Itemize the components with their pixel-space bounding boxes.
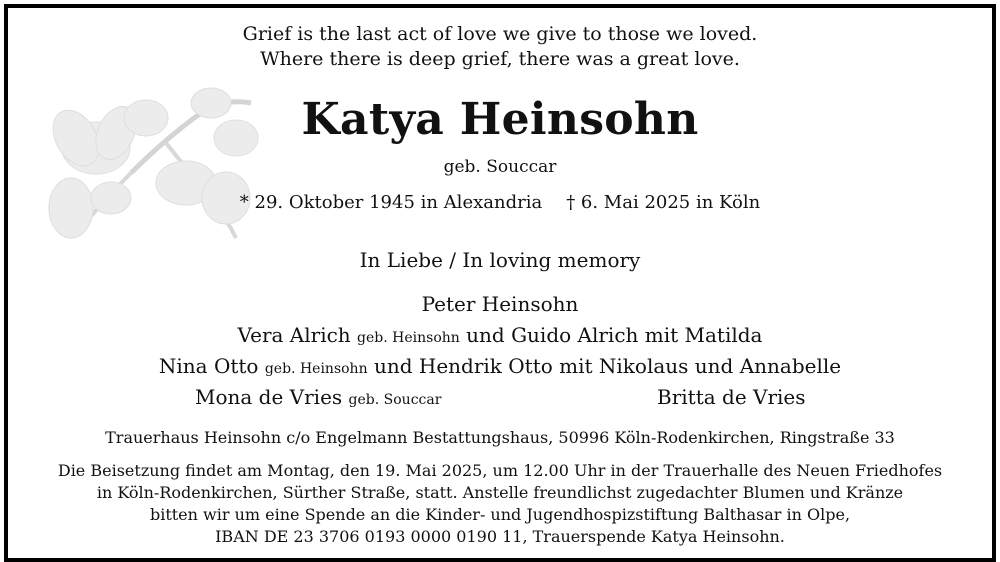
family-member-name: Nina Otto xyxy=(158,354,259,378)
life-dates xyxy=(8,191,992,215)
quote xyxy=(8,22,992,72)
family-row-4-right: Britta de Vries xyxy=(657,385,806,409)
notice-line: in Köln-Rodenkirchen, Sürther Straße, statt. Anstelle freundlichst zugedachter Blumen und Kränze xyxy=(96,483,904,502)
funeral-notice xyxy=(8,460,992,548)
family-member-maiden: geb. Souccar xyxy=(348,392,442,408)
quote-line-1: Grief is the last act of love we give to those we loved. xyxy=(242,23,758,45)
mourning-house-address: Trauerhaus Heinsohn c/o Engelmann Bestattungshaus, 50996 Köln-Rodenkirchen, Ringstraße 33 xyxy=(105,428,895,447)
family-row-4-left xyxy=(195,382,441,416)
notice-line: bitten wir um eine Spende an die Kinder- und Jugendhospizstiftung Balthasar in Olpe, xyxy=(149,505,851,524)
family-member-maiden: geb. Heinsohn xyxy=(264,361,368,377)
family-row-3 xyxy=(8,351,992,385)
family-member-name: Vera Alrich xyxy=(237,323,351,347)
memory-line: In Liebe / In loving memory xyxy=(359,248,641,272)
notice-line: IBAN DE 23 3706 0193 0000 0190 11, Trauerspende Katya Heinsohn. xyxy=(215,527,785,546)
family-member-name: Mona de Vries xyxy=(195,385,343,409)
family-member-maiden: geb. Heinsohn xyxy=(357,330,460,346)
quote-line-2: Where there is deep grief, there was a great love. xyxy=(260,48,740,70)
deceased-maiden-name: geb. Souccar xyxy=(443,157,557,177)
family-member-rest: und Hendrik Otto mit Nikolaus und Annabelle xyxy=(373,354,842,378)
family-row-2 xyxy=(8,320,992,354)
deceased-name: Katya Heinsohn xyxy=(301,94,699,145)
obituary-frame xyxy=(4,4,996,562)
family-row-1: Peter Heinsohn xyxy=(421,292,579,316)
family-member-rest: und Guido Alrich mit Matilda xyxy=(466,323,763,347)
birth-date: * 29. Oktober 1945 in Alexandria xyxy=(239,192,543,213)
notice-line: Die Beisetzung findet am Montag, den 19. Mai 2025, um 12.00 Uhr in der Trauerhalle des Neuen Friedhofes xyxy=(57,461,943,480)
death-date: † 6. Mai 2025 in Köln xyxy=(566,192,761,213)
